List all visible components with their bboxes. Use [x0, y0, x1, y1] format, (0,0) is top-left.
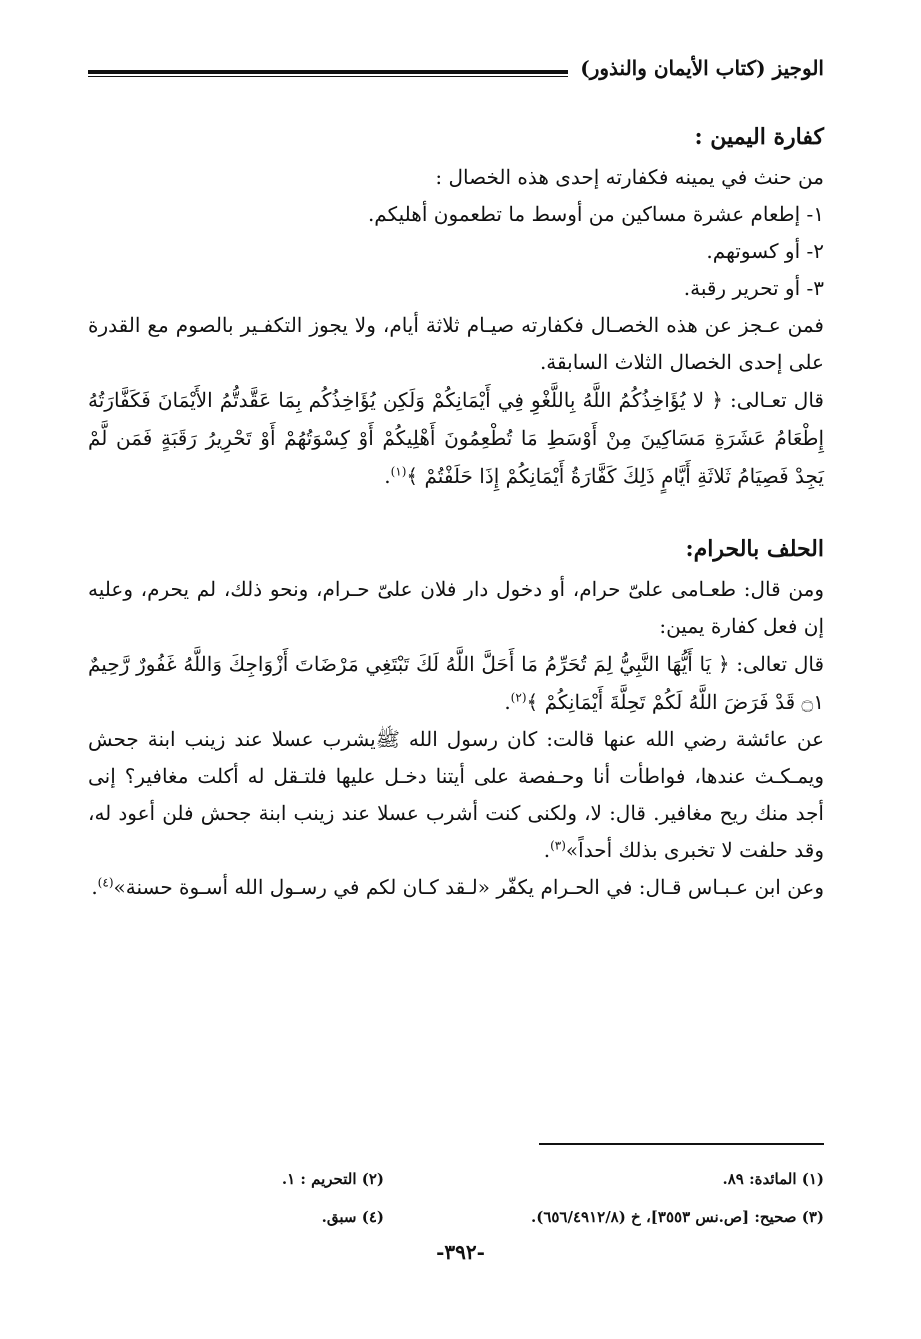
athar-text: وعن ابن عـبـاس قـال: في الحـرام يكفّر «لـقد كـان لكم في رسـول الله أسـوة حسنة» [113, 874, 824, 899]
section-heading-haram: الحلف بالحرام: [685, 535, 824, 562]
section-gap [88, 495, 824, 529]
kaffara-intro: من حنث في يمينه فكفارته إحدى هذه الخصال : [435, 164, 824, 189]
footnote-2: (٢) التحريم : ١. [281, 1170, 384, 1188]
kaffara-paragraph: فمن عـجز عن هذه الخصـال فكفارته صيـام ثلاثة أيام، ولا يجوز التكفـير بالصوم مع القدرة على إحدى الخصال الثلاث السابقة. [88, 312, 824, 374]
footnotes [88, 1160, 824, 1236]
page-number: -٣٩٢- [436, 1240, 485, 1264]
running-header [88, 56, 824, 90]
verse-end: . [504, 689, 511, 714]
hadith-aisha [88, 721, 824, 869]
footnote-ref: (٣) [550, 837, 566, 852]
footnote-ref: (٢) [510, 689, 527, 704]
list-item: ١- إطعام عشرة مساكين من أوسط ما تطعمون أهليكم. [367, 201, 824, 226]
hadith-text: عن عائشة رضي الله عنها قالت: كان رسول الله ﷺيشرب عسلا عند زينب ابنة جحش ويمـكـث عندها، فواطأت أنا وحـفصة على أيتنا دخـل عليها فلتـقل له أكلت مغافير؟ إنى أجد منك ريح مغافير. قال: لا، ولكنى كنت أشرب عسلا عند زينب ابنة جحش فلن أعود له، وقد حلفت لا تخبرى بذلك أحداً» [88, 726, 824, 862]
section-heading-kaffara: كفارة اليمين : [694, 124, 824, 150]
footnote-3: (٣) صحيح: [ص.نس ٣٥٥٣]، خ (٦٥٦/٤٩١٢/٨). [530, 1208, 824, 1226]
footnote-ref: (١) [390, 464, 407, 479]
header-rule [88, 70, 568, 77]
haram-paragraph: ومن قال: طعـامى علىّ حرام، أو دخول دار فلان علىّ حـرام، ونحو ذلك، لم يحرم، وعليه إن فعل كفارة يمين: [88, 576, 824, 638]
footnote-4: (٤) سبق. [321, 1208, 384, 1226]
athar-ibn-abbas [88, 869, 824, 906]
quran-verse-tahrim [88, 645, 824, 721]
hadith-end: . [543, 837, 551, 862]
running-title: الوجيز (كتاب الأيمان والنذور) [580, 56, 824, 80]
list-item: ٢- أو كسوتهم. [706, 238, 824, 263]
footnote-1: (١) المائدة: ٨٩. [722, 1170, 824, 1188]
footnote-ref: (٤) [97, 874, 114, 889]
footnote-row [88, 1198, 824, 1236]
verse-end: . [384, 463, 391, 488]
list-item: ٣- أو تحرير رقبة. [683, 275, 824, 300]
verse-text: قال تعـالى: ﴿ لا يُؤَاخِذُكُمُ اللَّهُ بِاللَّغْوِ فِي أَيْمَانِكُمْ وَلَكِن يُؤَاخِذُكُم بِمَا عَقَّدتُّمُ الأَيْمَانَ فَكَفَّارَتُهُ إِطْعَامُ عَشَرَةِ مَسَاكِينَ مِنْ أَوْسَطِ مَا تُطْعِمُونَ أَهْلِيكُمْ أَوْ كِسْوَتُهُمْ أَوْ تَحْرِيرُ رَقَبَةٍ فَمَن لَّمْ يَجِدْ فَصِيَامُ ثَلاثَةِ أَيَّامٍ ذَلِكَ كَفَّارَةُ أَيْمَانِكُمْ إِذَا حَلَفْتُمْ ﴾ [88, 387, 824, 488]
athar-end: . [91, 874, 98, 899]
page-body [88, 117, 824, 906]
verse-text: قال تعالى: ﴿ يَا أَيُّهَا النَّبِيُّ لِمَ تُحَرِّمُ مَا أَحَلَّ اللَّهُ لَكَ تَبْتَغِي مَرْضَاتَ أَزْوَاجِكَ وَاللَّهُ غَفُورٌ رَّحِيمٌ ۝١ قَدْ فَرَضَ اللَّهُ لَكُمْ تَحِلَّةَ أَيْمَانِكُمْ ﴾ [88, 651, 824, 714]
quran-verse-maida [88, 381, 824, 495]
footnote-rule [539, 1143, 824, 1145]
footnote-row [88, 1160, 824, 1198]
